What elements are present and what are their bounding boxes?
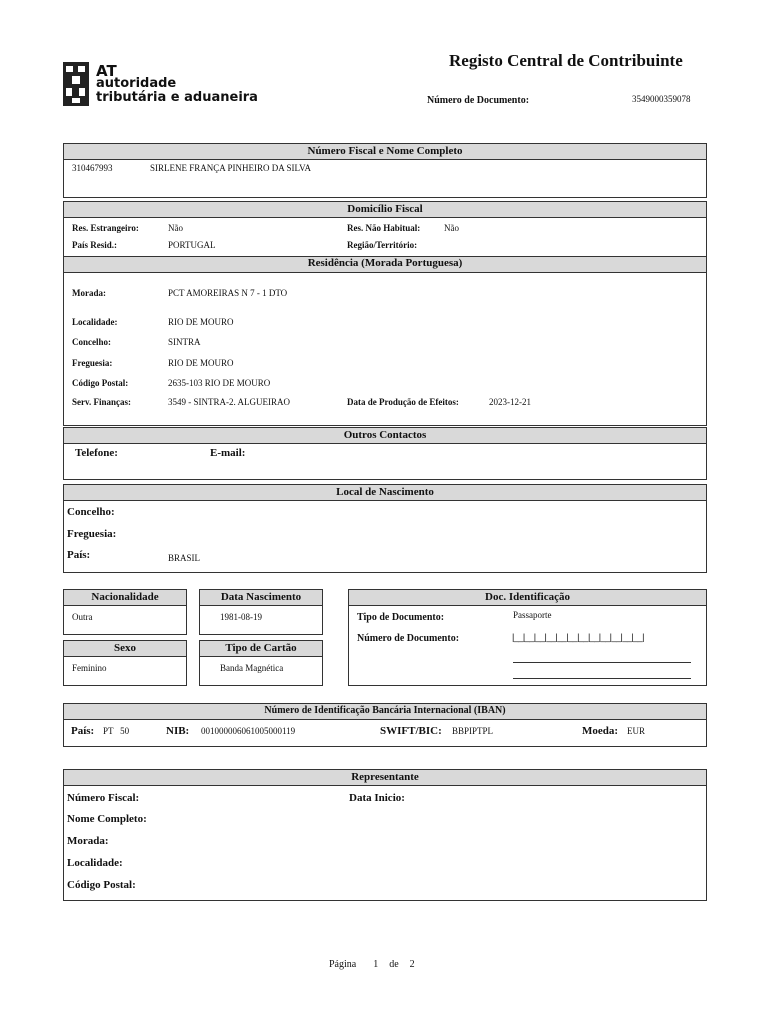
tipo-cartao-value: Banda Magnética (220, 663, 284, 673)
data-nascimento-box (199, 589, 323, 635)
data-producao-value: 2023-12-21 (489, 397, 531, 407)
page-title: Registo Central de Contribuinte (449, 51, 683, 70)
telefone-label: Telefone: (75, 447, 118, 459)
doc-tipo-value: Passaporte (513, 610, 552, 620)
birth-freguesia-label: Freguesia: (67, 528, 117, 540)
nacionalidade-value: Outra (72, 612, 93, 622)
contacts-title: Outros Contactos (64, 428, 706, 444)
birth-pais-label: País: (67, 549, 91, 561)
rep-localidade-label: Localidade: (67, 857, 123, 869)
sexo-title: Sexo (64, 641, 186, 657)
localidade-value: RIO DE MOURO (168, 317, 234, 327)
rep-codigo-postal-label: Código Postal: (67, 879, 136, 891)
concelho-label: Concelho: (72, 337, 111, 347)
logo-line2: tributária e aduaneira (96, 90, 258, 105)
pais-resid-label: País Resid.: (72, 240, 117, 250)
data-nascimento-value: 1981-08-19 (220, 612, 262, 622)
representative-title: Representante (64, 770, 706, 786)
residencia-title: Residência (Morada Portuguesa) (64, 256, 706, 273)
pais-resid-value: PORTUGAL (168, 240, 216, 250)
codigo-postal-value: 2635-103 RIO DE MOURO (168, 378, 271, 388)
identity-title: Número Fiscal e Nome Completo (64, 144, 706, 160)
res-nao-habitual-label: Res. Não Habitual: (347, 223, 421, 233)
iban-pais-value: PT 50 (103, 726, 130, 736)
res-nao-habitual-value: Não (444, 223, 459, 233)
doc-id-section (348, 589, 707, 686)
page-footer (329, 959, 415, 970)
representative-section (63, 769, 707, 901)
data-producao-label: Data de Produção de Efeitos: (347, 397, 459, 407)
contacts-section (63, 427, 707, 480)
nib-value: 001000006061005000119 (201, 726, 296, 736)
email-label: E-mail: (210, 447, 246, 459)
rep-morada-label: Morada: (67, 835, 109, 847)
page-label: Página (329, 959, 357, 970)
morada-value: PCT AMOREIRAS N 7 - 1 DTO (168, 288, 288, 298)
regiao-label: Região/Território: (347, 240, 418, 250)
page-de-label: de (389, 959, 399, 970)
localidade-label: Localidade: (72, 317, 118, 327)
logo-line1: autoridade (96, 76, 177, 91)
at-logo (62, 60, 258, 110)
doc-numero-label: Número de Documento: (357, 633, 460, 644)
nif-value: 310467993 (72, 163, 113, 173)
nacionalidade-box (63, 589, 187, 635)
doc-tipo-label: Tipo de Documento: (357, 612, 445, 623)
doc-number-value: 3549000359078 (632, 94, 691, 104)
doc-id-title: Doc. Identificação (349, 590, 706, 606)
swift-value: BBPIPTPL (452, 726, 494, 736)
rep-nome-label: Nome Completo: (67, 813, 147, 825)
tipo-cartao-box (199, 640, 323, 686)
logo-at-text: AT (96, 62, 117, 80)
doc-number-label: Número de Documento: (427, 95, 530, 106)
codigo-postal-label: Código Postal: (72, 378, 129, 388)
fiscal-domicile-title: Domicílio Fiscal (64, 202, 706, 218)
concelho-value: SINTRA (168, 337, 201, 347)
birth-concelho-label: Concelho: (67, 506, 115, 518)
serv-financas-label: Serv. Finanças: (72, 397, 132, 407)
res-estrangeiro-label: Res. Estrangeiro: (72, 223, 139, 233)
serv-financas-value: 3549 - SINTRA-2. ALGUEIRAO (168, 397, 290, 407)
birthplace-title: Local de Nascimento (64, 485, 706, 501)
iban-title: Número de Identificação Bancária Internacional (IBAN) (64, 704, 706, 720)
data-nascimento-title: Data Nascimento (200, 590, 322, 606)
birth-pais-value: BRASIL (168, 553, 201, 563)
swift-label: SWIFT/BIC: (380, 725, 442, 737)
iban-section (63, 703, 707, 747)
doc-line-1 (513, 662, 691, 663)
rep-numero-fiscal-label: Número Fiscal: (67, 792, 140, 804)
morada-label: Morada: (72, 288, 106, 298)
freguesia-value: RIO DE MOURO (168, 358, 234, 368)
res-estrangeiro-value: Não (168, 223, 183, 233)
moeda-label: Moeda: (582, 725, 619, 737)
sexo-value: Feminino (72, 663, 107, 673)
tipo-cartao-title: Tipo de Cartão (200, 641, 322, 657)
at-emblem-icon (62, 60, 92, 110)
page-number: 1 (373, 959, 379, 970)
nib-label: NIB: (166, 725, 190, 737)
doc-line-2 (513, 678, 691, 679)
page-total: 2 (409, 959, 415, 970)
fiscal-domicile-section (63, 201, 707, 426)
freguesia-label: Freguesia: (72, 358, 113, 368)
sexo-box (63, 640, 187, 686)
nacionalidade-title: Nacionalidade (64, 590, 186, 606)
identity-section (63, 143, 707, 198)
doc-numero-boxes: |__|__|__|__|__|__|__|__|__|__|__|__| (512, 632, 645, 642)
moeda-value: EUR (627, 726, 645, 736)
full-name-value: SIRLENE FRANÇA PINHEIRO DA SILVA (150, 163, 312, 173)
birthplace-section (63, 484, 707, 573)
iban-pais-label: País: (71, 725, 95, 737)
rep-data-inicio-label: Data Inicio: (349, 792, 405, 804)
